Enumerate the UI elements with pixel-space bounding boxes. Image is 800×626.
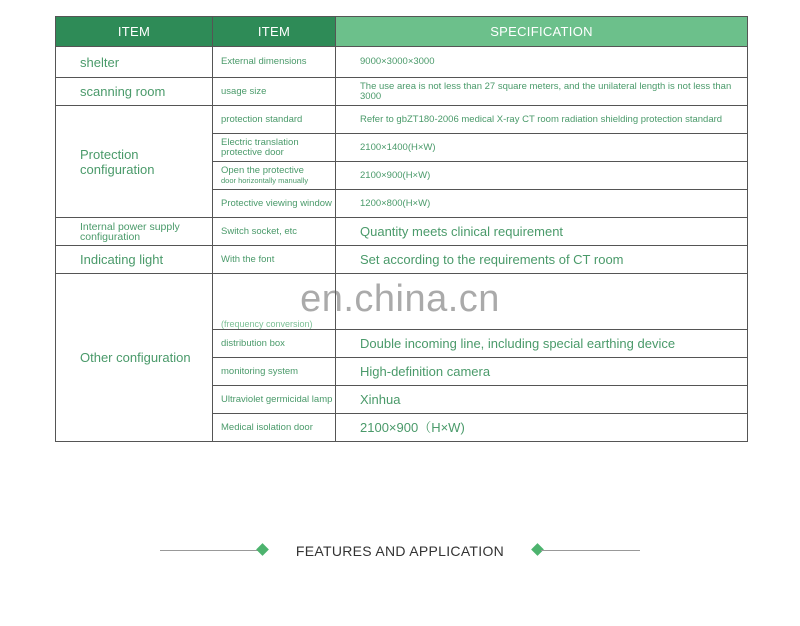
table-row [56, 106, 748, 134]
table-row [56, 218, 748, 246]
header-item-2: ITEM [213, 17, 336, 47]
table-header-row [56, 17, 748, 47]
row-shelter-label: shelter [56, 47, 213, 78]
row-scanning-spec: The use area is not less than 27 square meters, and the unilateral length is not less than 3000 [336, 78, 748, 106]
row-light-spec: Set according to the requirements of CT room [336, 246, 748, 274]
row-scanning-label: scanning room [56, 78, 213, 106]
features-heading [0, 540, 800, 564]
row-manual-door-spec: 2100×900(H×W) [336, 162, 748, 190]
row-viewing-window-spec: 1200×800(H×W) [336, 190, 748, 218]
table-row [56, 78, 748, 106]
row-electric-door-item: Electric translation protective door [213, 134, 336, 162]
row-power-label: Internal power supply configuration [56, 218, 213, 246]
table-row [56, 47, 748, 78]
row-light-item: With the font [213, 246, 336, 274]
manual-door-line-2: door horizontally manually [221, 175, 309, 185]
row-light-label: Indicating light [56, 246, 213, 274]
row-scanning-item: usage size [213, 78, 336, 106]
right-divider-line [541, 550, 640, 551]
row-shelter-item: External dimensions [213, 47, 336, 78]
manual-door-line-1: Open the protective [221, 164, 304, 176]
row-manual-door-item [213, 162, 336, 190]
row-protection-standard-spec: Refer to gbZT180-2006 medical X-ray CT room radiation shielding protection standard [336, 106, 748, 134]
row-monitoring-item: monitoring system [213, 358, 336, 386]
row-protection-label: Protection configuration [56, 106, 213, 218]
watermark: en.china.cn [300, 278, 500, 320]
row-power-item: Switch socket, etc [213, 218, 336, 246]
table-row [56, 246, 748, 274]
row-uv-lamp-spec: Xinhua [336, 386, 748, 414]
row-frequency-spec [336, 274, 748, 330]
row-distribution-item: distribution box [213, 330, 336, 358]
features-title: FEATURES AND APPLICATION [295, 543, 505, 559]
row-isolation-door-item: Medical isolation door [213, 414, 336, 442]
row-monitoring-spec: High-definition camera [336, 358, 748, 386]
header-item-1: ITEM [56, 17, 213, 47]
row-uv-lamp-item: Ultraviolet germicidal lamp [213, 386, 336, 414]
row-frequency-item: (frequency conversion) [213, 274, 336, 330]
row-viewing-window-item: Protective viewing window [213, 190, 336, 218]
row-electric-door-spec: 2100×1400(H×W) [336, 134, 748, 162]
row-shelter-spec: 9000×3000×3000 [336, 47, 748, 78]
row-power-spec: Quantity meets clinical requirement [336, 218, 748, 246]
row-distribution-spec: Double incoming line, including special earthing device [336, 330, 748, 358]
row-protection-standard-item: protection standard [213, 106, 336, 134]
row-other-label: Other configuration [56, 274, 213, 442]
header-specification: SPECIFICATION [336, 17, 748, 47]
specification-table [55, 16, 748, 442]
row-isolation-door-spec: 2100×900（H×W) [336, 414, 748, 442]
table-row [56, 274, 748, 330]
